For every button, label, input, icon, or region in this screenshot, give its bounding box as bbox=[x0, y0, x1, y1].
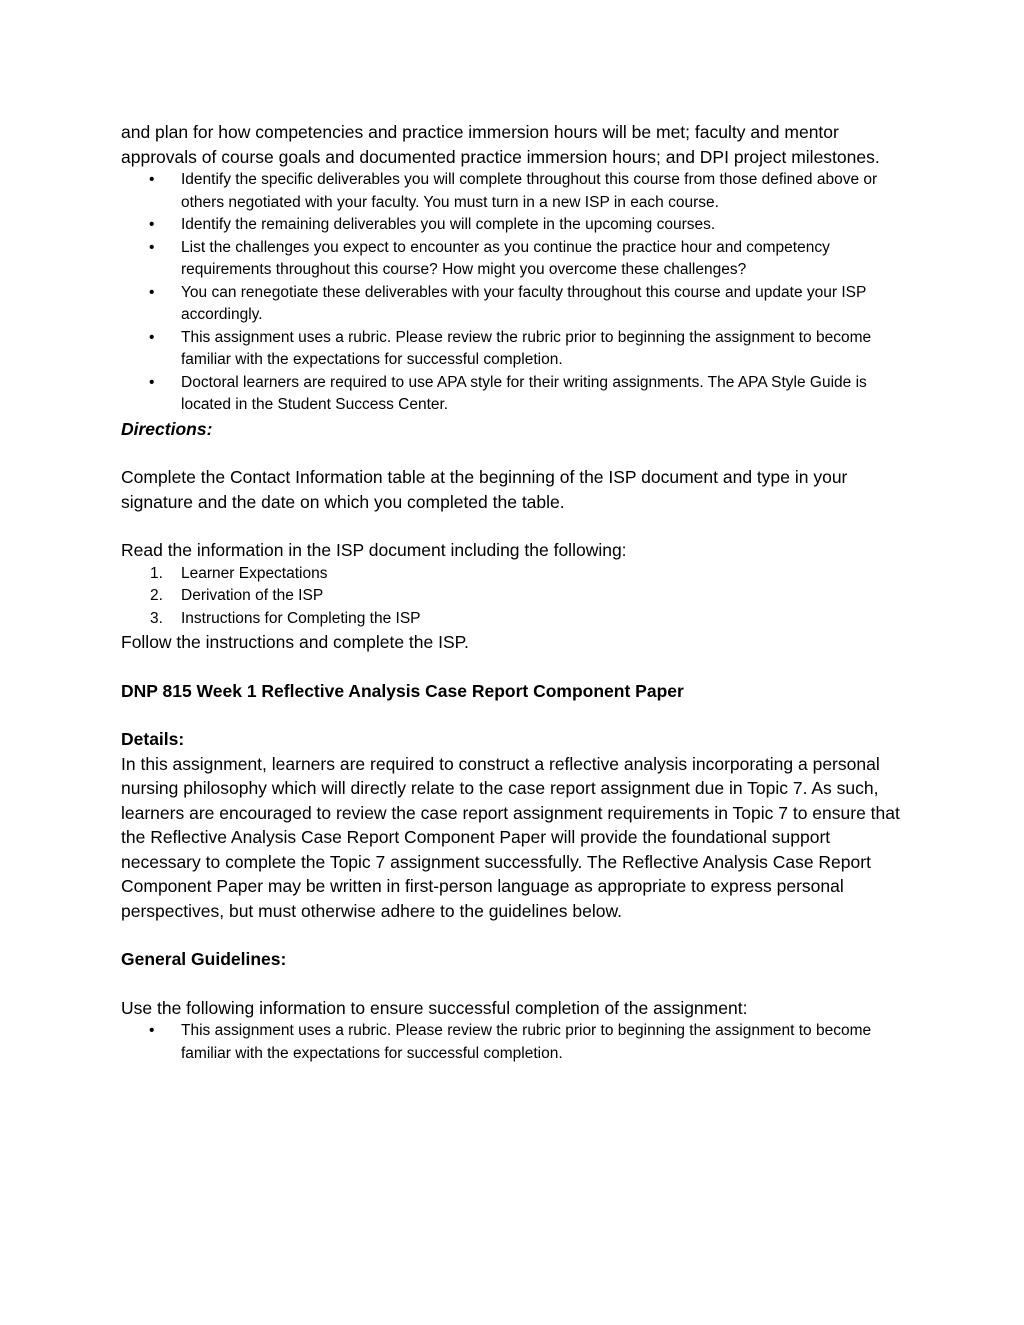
follow-paragraph: Follow the instructions and complete the ISP. bbox=[121, 632, 469, 652]
list-item-text: Learner Expectations bbox=[181, 564, 328, 582]
list-number: 1. bbox=[150, 564, 163, 582]
list-item-text: Derivation of the ISP bbox=[181, 587, 324, 604]
directions-paragraph: Complete the Contact Information table at the beginning of the ISP document and type in your signature and the date on which you completed the table. bbox=[121, 467, 848, 512]
list-item: • Doctoral learners are required to use APA style for their writing assignments. The APA Style Guide is located in the Student Success Center. bbox=[121, 372, 911, 417]
list-item: • List the challenges you expect to encounter as you continue the practice hour and competency requirements throughout this course? How might you overcome these challenges? bbox=[121, 237, 911, 282]
list-number: 2. bbox=[150, 587, 163, 604]
guidelines-heading: General Guidelines: bbox=[121, 949, 287, 969]
list-item bbox=[121, 563, 911, 586]
details-paragraph: In this assignment, learners are required to construct a reflective analysis incorporating a personal nursing philosophy which will directly relate to the case report assignment due in Topic 7. As such, learners are encouraged to review the case report assignment requirements in Topic 7 to ensure that the Reflective Analysis Case Report Component Paper will provide the foundational support necessary to complete the Topic 7 assignment successfully. The Reflective Analysis Case Report Component Paper may be written in first-person language as appropriate to express personal perspectives, but must otherwise adhere to the guidelines below. bbox=[121, 753, 900, 921]
paper-title: DNP 815 Week 1 Reflective Analysis Case Report Component Paper bbox=[121, 680, 684, 701]
deliverables-list bbox=[121, 169, 911, 417]
guidelines-paragraph: Use the following information to ensure successful completion of the assignment: bbox=[121, 997, 748, 1018]
list-item bbox=[121, 608, 911, 631]
intro-paragraph: and plan for how competencies and practice immersion hours will be met; faculty and mentor approvals of course goals and documented practice immersion hours; and DPI project milestones. bbox=[121, 122, 880, 167]
list-item: • Identify the remaining deliverables you will complete in the upcoming courses. bbox=[121, 214, 911, 237]
list-number: 3. bbox=[150, 609, 163, 627]
list-item-text: Instructions for Completing the ISP bbox=[181, 609, 421, 627]
list-item: • You can renegotiate these deliverables with your faculty throughout this course and update your ISP accordingly. bbox=[121, 282, 911, 327]
list-item: • This assignment uses a rubric. Please review the rubric prior to beginning the assignment to become familiar with the expectations for successful completion. bbox=[121, 327, 911, 372]
isp-sections-list bbox=[121, 563, 911, 631]
list-item bbox=[121, 585, 911, 608]
list-item: • This assignment uses a rubric. Please review the rubric prior to beginning the assignment to become familiar with the expectations for successful completion. bbox=[121, 1020, 911, 1065]
document-body bbox=[121, 120, 911, 1065]
details-heading: Details: bbox=[121, 729, 185, 749]
directions-heading: Directions: bbox=[121, 418, 213, 439]
guidelines-list bbox=[121, 1020, 911, 1065]
list-item: • Identify the specific deliverables you will complete throughout this course from those defined above or others negotiated with your faculty. You must turn in a new ISP in each course. bbox=[121, 169, 911, 214]
read-paragraph: Read the information in the ISP document including the following: bbox=[121, 540, 627, 560]
